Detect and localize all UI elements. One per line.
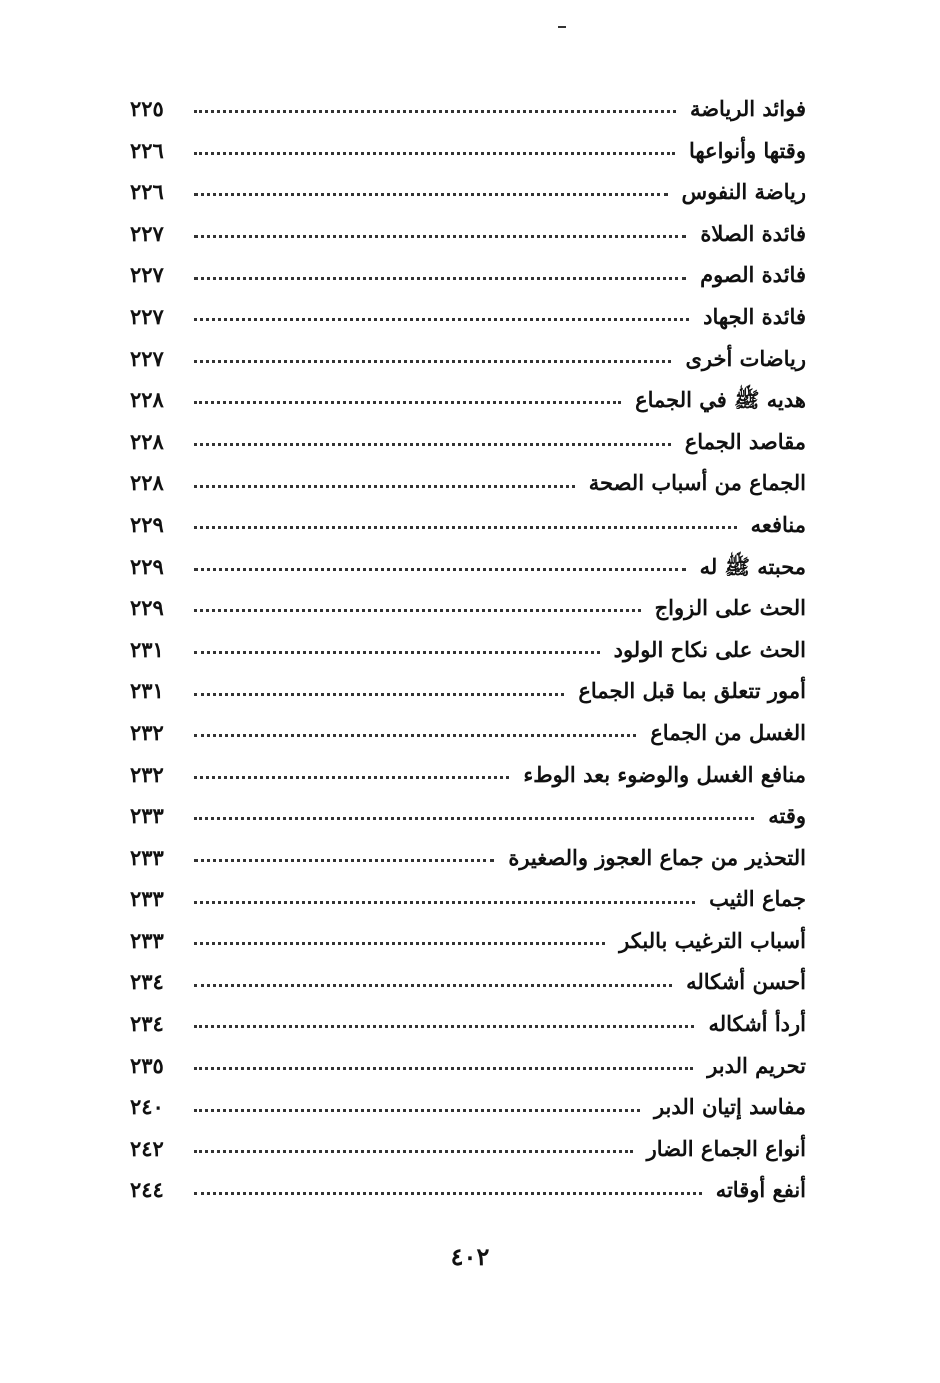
- toc-entry: [130, 130, 806, 172]
- toc-entry-title: أنفع أوقاته: [715, 1177, 806, 1203]
- toc-entry-page: ٢٤٢: [130, 1135, 164, 1161]
- toc-entry-title: وقتها وأنواعها: [688, 137, 806, 163]
- toc-entry-page: ٢٢٨: [130, 428, 164, 454]
- toc-entry-title: فائدة الصلاة: [700, 220, 806, 246]
- toc-entry-title: الحث على الزواج: [654, 595, 806, 621]
- toc-entry-page: ٢٣٤: [130, 1011, 164, 1037]
- dot-leader: [194, 776, 509, 779]
- toc-entry: [130, 712, 806, 754]
- toc-entry-page: ٢٣١: [130, 636, 164, 662]
- toc-entry: [130, 213, 806, 255]
- toc-entry-page: ٢٣٣: [130, 803, 164, 829]
- toc-entry: [130, 920, 806, 962]
- dot-leader: [194, 193, 668, 196]
- toc-entry-title: مفاسد إتيان الدبر: [653, 1094, 806, 1120]
- dot-leader: [194, 1067, 693, 1070]
- toc-entry-page: ٢٣٣: [130, 844, 164, 870]
- dot-leader: [194, 152, 675, 155]
- table-of-contents: [130, 88, 806, 1228]
- toc-entry: [130, 754, 806, 796]
- dot-leader: [194, 984, 672, 987]
- toc-entry-title: فوائد الرياضة: [689, 96, 806, 121]
- toc-entry: [130, 254, 806, 296]
- toc-entry: [130, 171, 806, 213]
- toc-entry-page: ٢٢٩: [130, 595, 164, 621]
- toc-entry: [130, 629, 806, 671]
- dot-leader: [194, 1192, 702, 1195]
- toc-entry-title: رياضات أخرى: [685, 345, 806, 371]
- dot-leader: [194, 901, 695, 904]
- toc-entry-page: ٢٣٢: [130, 719, 164, 745]
- dot-leader: [194, 1025, 694, 1028]
- dot-leader: [194, 443, 671, 446]
- toc-entry-title: أمور تتعلق بما قبل الجماع: [578, 678, 806, 704]
- dot-leader: [194, 651, 600, 654]
- toc-entry-title: أسباب الترغيب بالبكر: [619, 927, 806, 953]
- dot-leader: [194, 235, 686, 238]
- toc-entry: [130, 1045, 806, 1087]
- toc-entry-page: ٢٣٣: [130, 886, 164, 912]
- toc-entry-page: ٢٢٩: [130, 553, 164, 579]
- toc-entry-title: أحسن أشكاله: [686, 969, 806, 995]
- toc-entry: [130, 837, 806, 879]
- toc-entry-page: ٢٢٦: [130, 137, 164, 163]
- toc-entry-title: أردأ أشكاله: [708, 1011, 806, 1037]
- dot-leader: [194, 485, 575, 488]
- toc-entry-title: الغسل من الجماع: [650, 719, 806, 745]
- toc-entry-title: منافع الغسل والوضوء بعد الوطء: [523, 761, 806, 787]
- dot-leader: [194, 526, 737, 529]
- toc-entry: [130, 670, 806, 712]
- toc-entry-page: ٢٢٨: [130, 387, 164, 413]
- toc-entry-title: جماع الثيب: [709, 886, 806, 912]
- toc-entry-title: فائدة الجهاد: [703, 303, 806, 329]
- toc-entry-title: محبته ﷺ له: [699, 553, 806, 579]
- toc-entry-page: ٢٢٨: [130, 470, 164, 496]
- dot-leader: [194, 942, 605, 945]
- toc-entry-title: مقاصد الجماع: [684, 428, 806, 454]
- toc-entry-page: ٢٣٢: [130, 761, 164, 787]
- toc-entry-page: ٢٣٣: [130, 927, 164, 953]
- toc-entry: [130, 1128, 806, 1170]
- toc-entry-title: الجماع من أسباب الصحة: [588, 470, 806, 496]
- toc-entry: [130, 421, 806, 463]
- dot-leader: [194, 609, 641, 612]
- toc-entry-page: ٢٤٤: [130, 1177, 164, 1203]
- dot-leader: [194, 1109, 640, 1112]
- toc-entry-page: ٢٣١: [130, 678, 164, 704]
- toc-entry: [130, 1086, 806, 1128]
- dot-leader: [194, 110, 676, 113]
- dot-leader: [194, 277, 686, 280]
- dot-leader: [194, 817, 754, 820]
- dot-leader: [194, 360, 671, 363]
- toc-entry: [130, 1169, 806, 1211]
- dot-leader: [194, 401, 621, 404]
- toc-entry-page: ٢٢٧: [130, 220, 164, 246]
- page-number: ٤٠٢: [450, 1242, 490, 1271]
- toc-entry-title: التحذير من جماع العجوز والصغيرة: [508, 844, 806, 870]
- toc-entry: [130, 88, 806, 130]
- toc-entry: [130, 1003, 806, 1045]
- toc-entry: [130, 504, 806, 546]
- toc-entry: [130, 546, 806, 588]
- toc-entry: [130, 379, 806, 421]
- toc-entry: [130, 795, 806, 837]
- toc-entry-title: هديه ﷺ في الجماع: [635, 387, 806, 413]
- toc-entry-title: تحريم الدبر: [707, 1052, 806, 1078]
- toc-entry-title: رياضة النفوس: [681, 179, 806, 205]
- dot-leader: [194, 318, 689, 321]
- toc-entry-title: الحث على نكاح الولود: [613, 636, 806, 662]
- toc-entry-title: وقته: [768, 803, 806, 829]
- toc-entry-page: ٢٢٩: [130, 511, 164, 537]
- toc-entry: [130, 587, 806, 629]
- toc-entry: [130, 338, 806, 380]
- toc-entry-page: ٢٣٥: [130, 1052, 164, 1078]
- toc-entry-page: ٢٢٦: [130, 179, 164, 205]
- toc-entry: [130, 878, 806, 920]
- toc-entry: [130, 961, 806, 1003]
- toc-entry-page: ٢٤٠: [130, 1094, 164, 1120]
- top-mark: [558, 26, 566, 28]
- toc-entry-title: فائدة الصوم: [700, 262, 806, 288]
- dot-leader: [194, 734, 636, 737]
- toc-entry-page: ٢٢٥: [130, 96, 164, 121]
- dot-leader: [194, 1150, 633, 1153]
- dot-leader: [194, 693, 564, 696]
- dot-leader: [194, 568, 686, 571]
- dot-leader: [194, 859, 494, 862]
- toc-entry-title: أنواع الجماع الضار: [646, 1135, 806, 1161]
- toc-entry-page: ٢٢٧: [130, 303, 164, 329]
- toc-entry: [130, 296, 806, 338]
- toc-entry-page: ٢٣٤: [130, 969, 164, 995]
- toc-entry-page: ٢٢٧: [130, 345, 164, 371]
- toc-entry: [130, 462, 806, 504]
- toc-entry-page: ٢٢٧: [130, 262, 164, 288]
- toc-entry-title: منافعه: [750, 511, 806, 537]
